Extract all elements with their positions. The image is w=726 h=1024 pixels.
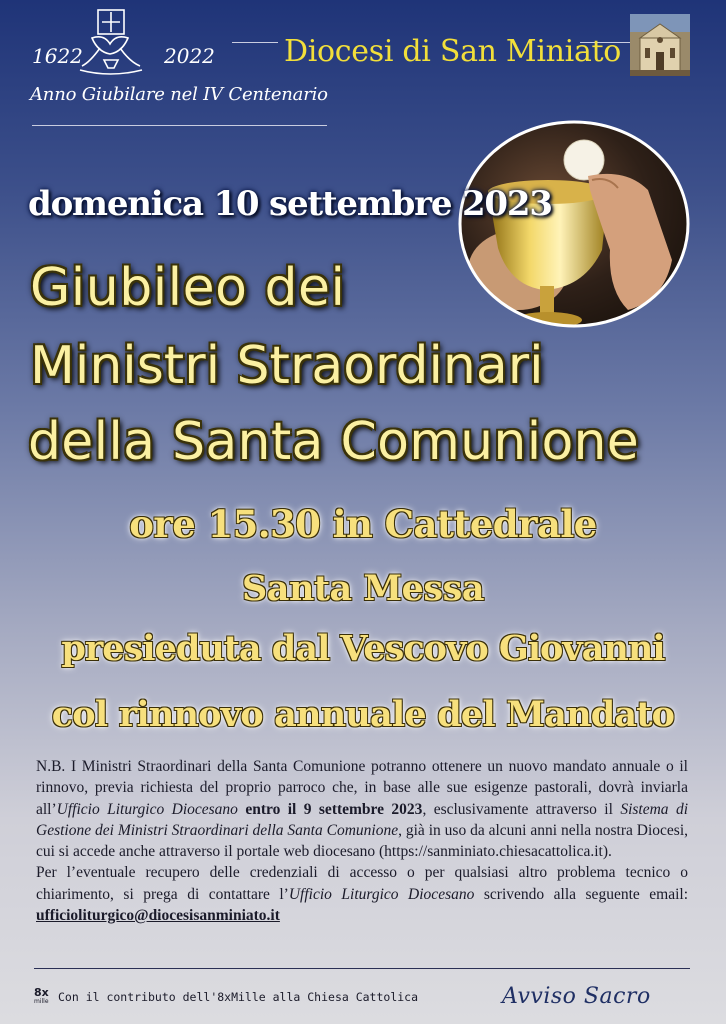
management-system-name: Sistema di Gestione dei Ministri Straordinari della Santa Comunione bbox=[36, 800, 689, 839]
cathedral-image bbox=[630, 14, 690, 76]
notice-paragraph-1 bbox=[36, 756, 688, 862]
notice-text bbox=[36, 756, 688, 926]
header-divider bbox=[32, 125, 327, 126]
year-end: 2022 bbox=[164, 44, 215, 68]
otto-per-mille-logo bbox=[34, 986, 54, 1008]
contribution-note: Con il contributo dell'8xMille alla Chiesa Cattolica bbox=[58, 990, 419, 1004]
notice-label: Avviso Sacro bbox=[502, 984, 651, 1009]
event-title-line-2: Ministri Straordinari bbox=[30, 336, 544, 396]
presided-by: presieduta dal Vescovo Giovanni bbox=[61, 628, 665, 669]
event-date: domenica 10 settembre 2023 bbox=[28, 184, 552, 224]
notice-text-span: , già in uso da alcuni anni nella nostra Diocesi, cui si accede anche attraverso il portale web diocesano (https://sanminiato.chiesacattolica.it). bbox=[36, 821, 688, 861]
year-start: 1622 bbox=[32, 44, 83, 68]
host-chalice-icon bbox=[458, 120, 690, 328]
notice-paragraph-2 bbox=[36, 862, 688, 926]
notice-text-span: N.B. I Ministri Straordinari della Santa Comunione potranno ottenere un nuovo mandato annuale o il rinnovo, previa richiesta del proprio parroco che, in base alle sue esigenze pastorali, dovrà inviarla all’ bbox=[36, 758, 688, 818]
notice-text-span: scrivendo alla seguente email: bbox=[474, 885, 689, 903]
communion-photo bbox=[458, 120, 690, 328]
notice-text-span: Per l’eventuale recupero delle credenziali di accesso o per qualsiasi altro problema tecnico o chiarimento, si prega di contattare l’ bbox=[36, 864, 688, 903]
jubilee-logo bbox=[30, 8, 230, 88]
time-place: ore 15.30 in Cattedrale bbox=[129, 502, 597, 546]
otto-per-mille-caption: mille bbox=[34, 998, 49, 1005]
mandate-renewal: col rinnovo annuale del Mandato bbox=[51, 694, 675, 735]
event-title-line-1: Giubileo dei bbox=[30, 258, 346, 318]
contact-email-link[interactable]: ufficioliturgico@diocesisanminiato.it bbox=[36, 907, 280, 925]
jubilee-subtitle: Anno Giubilare nel IV Centenario bbox=[30, 84, 328, 105]
diocese-title: Diocesi di San Miniato bbox=[284, 34, 622, 69]
mass-title: Santa Messa bbox=[241, 568, 485, 609]
liturgical-office-name: Ufficio Liturgico Diocesano bbox=[288, 885, 475, 903]
event-title-line-3: della Santa Comunione bbox=[28, 412, 640, 472]
deadline: entro il 9 settembre 2023 bbox=[245, 800, 423, 818]
liturgical-office-name: Ufficio Liturgico Diocesano bbox=[56, 800, 238, 818]
otto-per-mille-icon: 8x bbox=[34, 986, 49, 999]
notice-text-span: , esclusivamente attraverso il bbox=[422, 800, 621, 818]
footer-divider bbox=[34, 968, 690, 969]
title-rule-left bbox=[232, 42, 278, 43]
cathedral-icon bbox=[630, 14, 690, 76]
